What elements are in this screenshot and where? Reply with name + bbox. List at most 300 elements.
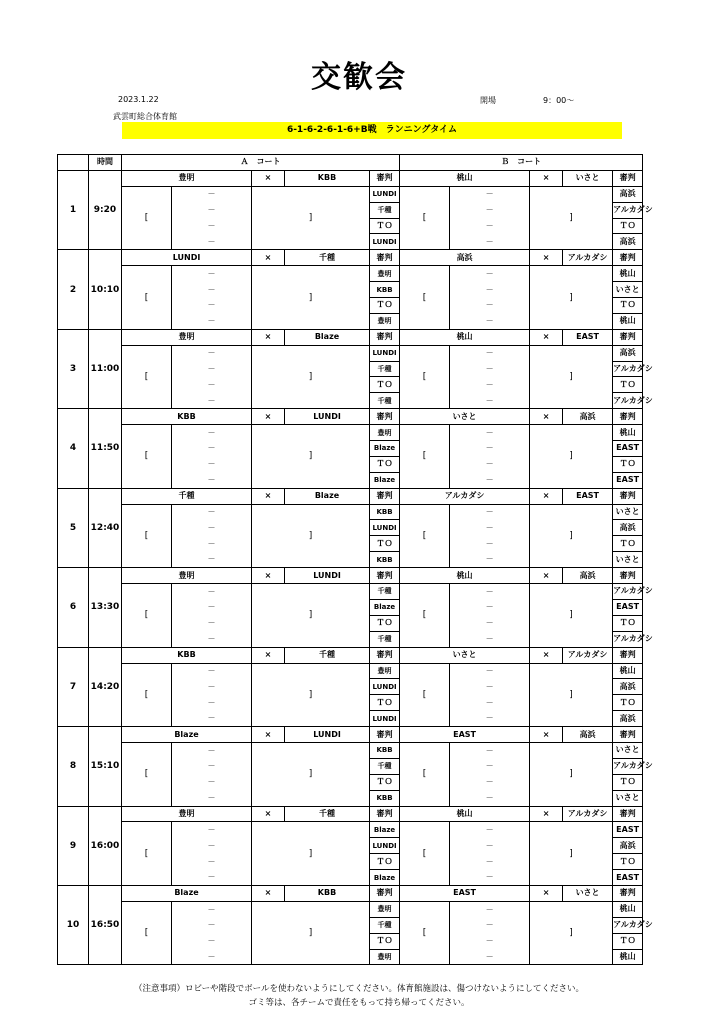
court-b-home-team: EAST — [400, 727, 530, 743]
court-b-home-team: いさと — [400, 647, 530, 663]
court-a-score-right: ] — [252, 345, 370, 409]
court-b-score-dash: － — [485, 904, 494, 914]
court-b-score-right: ] — [530, 266, 613, 330]
court-b-to-label: ＴＯ — [613, 615, 643, 631]
court-b-score-right: ] — [530, 584, 613, 648]
game-number: 5 — [58, 488, 89, 567]
game-number: 9 — [58, 806, 89, 885]
court-b-score-dash: － — [485, 666, 494, 676]
court-b-ref-team: いさと — [613, 504, 643, 520]
court-a-score-dash: － — [207, 792, 216, 802]
court-b-score-left: [ — [400, 742, 450, 806]
court-a-score-dash: － — [207, 284, 216, 294]
court-b-score-dash: － — [485, 745, 494, 755]
court-a-home-team: Blaze — [122, 727, 252, 743]
court-a-score-dash: － — [207, 507, 216, 517]
court-b-ref-label: 審判 — [613, 885, 643, 901]
court-a-home-team: 豊明 — [122, 568, 252, 584]
score-row — [58, 663, 643, 679]
court-b-vs: × — [530, 250, 563, 266]
court-b-score-left: [ — [400, 901, 450, 965]
court-a-vs: × — [252, 329, 285, 345]
open-time: 9：00～ — [543, 96, 575, 105]
score-row — [58, 186, 643, 202]
court-b-score-right: ] — [530, 901, 613, 965]
court-a-ref-label: 審判 — [370, 727, 400, 743]
court-b-ref-team: EAST — [613, 822, 643, 838]
game-row — [58, 409, 643, 425]
court-a-score-left: [ — [122, 663, 172, 727]
court-a-score-left: [ — [122, 345, 172, 409]
court-b-to-team: アルカダシ — [613, 631, 643, 647]
court-b-home-team: 高浜 — [400, 250, 530, 266]
court-b-score-dash: － — [485, 522, 494, 532]
game-number: 8 — [58, 727, 89, 806]
court-b-ref-team: 桃山 — [613, 901, 643, 917]
court-b-to-team: いさと — [613, 790, 643, 806]
court-b-to-team: 桃山 — [613, 313, 643, 329]
court-a-score-dash: － — [207, 379, 216, 389]
court-a-vs: × — [252, 806, 285, 822]
court-b-to-label: ＴＯ — [613, 854, 643, 870]
court-b-score-dash: － — [485, 316, 494, 326]
court-b-home-team: 桃山 — [400, 568, 530, 584]
court-a-away-team: KBB — [285, 170, 370, 186]
court-b-ref-team: 高浜 — [613, 186, 643, 202]
court-b-score-dash: － — [485, 348, 494, 358]
court-b-ref-team: 桃山 — [613, 266, 643, 282]
court-b-score-left: [ — [400, 504, 450, 568]
court-b-score-dash: － — [485, 507, 494, 517]
court-a-vs: × — [252, 409, 285, 425]
court-a-ref-team: LUNDI — [370, 679, 400, 695]
court-b-vs: × — [530, 647, 563, 663]
court-a-ref-team: KBB — [370, 282, 400, 298]
court-a-home-team: KBB — [122, 409, 252, 425]
court-b-away-team: 高浜 — [563, 409, 613, 425]
court-a-ref-team: 豊明 — [370, 901, 400, 917]
game-row — [58, 727, 643, 743]
court-a-home-team: 豊明 — [122, 329, 252, 345]
court-a-to-label: ＴＯ — [370, 774, 400, 790]
court-a-ref-label: 審判 — [370, 647, 400, 663]
court-b-vs: × — [530, 727, 563, 743]
court-b-score-dash: － — [485, 825, 494, 835]
score-row — [58, 742, 643, 758]
court-a-to-label: ＴＯ — [370, 695, 400, 711]
court-b-score-dash: － — [485, 554, 494, 564]
court-b-to-team: EAST — [613, 870, 643, 886]
court-b-vs: × — [530, 488, 563, 504]
court-b-home-team: アルカダシ — [400, 488, 530, 504]
score-row — [58, 901, 643, 917]
court-b-score-dash: － — [485, 221, 494, 230]
court-b-to-label: ＴＯ — [613, 774, 643, 790]
court-b-score-dash: － — [485, 236, 494, 246]
court-b-home-team: 桃山 — [400, 329, 530, 345]
court-a-vs: × — [252, 727, 285, 743]
score-row — [58, 425, 643, 441]
court-b-ref-label: 審判 — [613, 488, 643, 504]
court-a-score-dash: － — [207, 522, 216, 532]
score-row — [58, 345, 643, 361]
court-a-away-team: 千種 — [285, 647, 370, 663]
court-b-home-team: EAST — [400, 885, 530, 901]
court-b-score-dash: － — [485, 427, 494, 437]
court-a-away-team: Blaze — [285, 329, 370, 345]
court-a-score-dash: － — [207, 268, 216, 278]
court-b-ref-team: 高浜 — [613, 520, 643, 536]
court-b-ref-team: 高浜 — [613, 838, 643, 854]
game-number: 1 — [58, 170, 89, 249]
court-b-ref-team: EAST — [613, 599, 643, 615]
court-a-score-dash: － — [207, 745, 216, 755]
court-a-score-dash: － — [207, 586, 216, 596]
score-row — [58, 266, 643, 282]
court-b-score-dash: － — [485, 633, 494, 643]
court-b-score-dash: － — [485, 364, 494, 374]
event-date: 2023.1.22 — [118, 95, 159, 104]
header-row — [58, 155, 643, 171]
game-time: 16:50 — [89, 885, 122, 964]
court-b-to-team: いさと — [613, 552, 643, 568]
game-row — [58, 647, 643, 663]
court-a-ref-team: Blaze — [370, 441, 400, 457]
court-b-score-left: [ — [400, 266, 450, 330]
court-b-to-team: EAST — [613, 472, 643, 488]
court-b-ref-label: 審判 — [613, 806, 643, 822]
court-a-score-right: ] — [252, 186, 370, 250]
game-number: 6 — [58, 568, 89, 647]
court-a-vs: × — [252, 170, 285, 186]
game-time: 10:10 — [89, 250, 122, 329]
court-a-vs: × — [252, 885, 285, 901]
court-b-ref-team: 桃山 — [613, 425, 643, 441]
court-b-score-right: ] — [530, 504, 613, 568]
court-a-to-label: ＴＯ — [370, 933, 400, 949]
court-b-to-label: ＴＯ — [613, 933, 643, 949]
court-b-to-team: 高浜 — [613, 711, 643, 727]
court-a-score-left: [ — [122, 822, 172, 886]
court-a-away-team: LUNDI — [285, 727, 370, 743]
schedule-body — [58, 170, 653, 965]
header-time: 時間 — [89, 155, 122, 171]
court-b-score-dash: － — [485, 777, 494, 787]
court-b-ref-team: アルカダシ — [613, 584, 643, 600]
court-b-score-dash: － — [485, 189, 494, 199]
notice-line-1: （注意事項）ロビーや階段でボールを使わないようにしてください。体育館施設は、傷つけないようにしてください。 — [134, 984, 584, 994]
court-b-vs: × — [530, 409, 563, 425]
court-a-away-team: KBB — [285, 885, 370, 901]
court-a-score-dash: － — [207, 633, 216, 643]
court-b-score-dash: － — [485, 697, 494, 707]
court-a-score-left: [ — [122, 266, 172, 330]
court-a-score-dash: － — [207, 602, 216, 612]
court-a-to-label: ＴＯ — [370, 854, 400, 870]
score-row — [58, 504, 643, 520]
court-a-to-team: LUNDI — [370, 711, 400, 727]
game-number: 10 — [58, 885, 89, 964]
court-a-score-dash: － — [207, 936, 216, 946]
court-a-to-label: ＴＯ — [370, 615, 400, 631]
court-b-away-team: いさと — [563, 885, 613, 901]
court-a-score-right: ] — [252, 266, 370, 330]
court-a-score-dash: － — [207, 221, 216, 230]
court-b-score-right: ] — [530, 425, 613, 489]
court-a-to-team: 千種 — [370, 631, 400, 647]
court-b-vs: × — [530, 885, 563, 901]
court-a-ref-team: 千種 — [370, 758, 400, 774]
court-a-to-team: KBB — [370, 552, 400, 568]
court-a-away-team: LUNDI — [285, 568, 370, 584]
game-time: 11:00 — [89, 329, 122, 408]
court-a-score-left: [ — [122, 425, 172, 489]
court-a-score-dash: － — [207, 236, 216, 246]
court-b-score-dash: － — [485, 792, 494, 802]
game-number: 2 — [58, 250, 89, 329]
court-a-ref-team: 千種 — [370, 202, 400, 218]
court-a-to-team: 豊明 — [370, 949, 400, 965]
court-b-score-dash: － — [485, 840, 494, 850]
court-a-score-dash: － — [207, 348, 216, 358]
court-a-score-dash: － — [207, 920, 216, 930]
court-b-score-dash: － — [485, 205, 494, 215]
court-b-away-team: 高浜 — [563, 727, 613, 743]
court-b-score-dash: － — [485, 951, 494, 961]
court-a-score-dash: － — [207, 427, 216, 437]
court-a-ref-team: Blaze — [370, 822, 400, 838]
court-b-away-team: アルカダシ — [563, 806, 613, 822]
game-number: 7 — [58, 647, 89, 726]
court-a-home-team: 豊明 — [122, 170, 252, 186]
court-a-ref-label: 審判 — [370, 806, 400, 822]
court-a-score-dash: － — [207, 697, 216, 707]
court-a-ref-team: LUNDI — [370, 186, 400, 202]
court-b-score-dash: － — [485, 443, 494, 453]
court-b-score-dash: － — [485, 284, 494, 294]
court-a-away-team: Blaze — [285, 488, 370, 504]
court-b-to-label: ＴＯ — [613, 298, 643, 314]
court-b-score-dash: － — [485, 761, 494, 771]
court-a-score-left: [ — [122, 186, 172, 250]
court-b-vs: × — [530, 329, 563, 345]
court-b-score-dash: － — [485, 586, 494, 596]
court-b-vs: × — [530, 806, 563, 822]
court-b-ref-label: 審判 — [613, 250, 643, 266]
score-row — [58, 822, 643, 838]
court-b-to-label: ＴＯ — [613, 377, 643, 393]
court-a-score-dash: － — [207, 761, 216, 771]
court-b-ref-team: アルカダシ — [613, 361, 643, 377]
court-b-ref-team: 高浜 — [613, 345, 643, 361]
court-a-to-team: KBB — [370, 790, 400, 806]
court-a-score-dash: － — [207, 316, 216, 326]
court-a-ref-team: 千種 — [370, 917, 400, 933]
game-number: 3 — [58, 329, 89, 408]
court-b-score-dash: － — [485, 268, 494, 278]
court-b-to-team: 桃山 — [613, 949, 643, 965]
court-a-score-dash: － — [207, 459, 216, 469]
court-b-away-team: EAST — [563, 488, 613, 504]
court-a-score-dash: － — [207, 904, 216, 914]
court-b-ref-team: アルカダシ — [613, 202, 643, 218]
court-b-ref-label: 審判 — [613, 170, 643, 186]
court-a-ref-label: 審判 — [370, 170, 400, 186]
court-a-score-left: [ — [122, 742, 172, 806]
header-court-a: Ａ コート — [122, 155, 400, 171]
court-a-score-dash: － — [207, 856, 216, 866]
court-b-ref-team: アルカダシ — [613, 917, 643, 933]
court-a-ref-team: 豊明 — [370, 266, 400, 282]
court-b-vs: × — [530, 568, 563, 584]
court-b-ref-team: 桃山 — [613, 663, 643, 679]
court-a-ref-label: 審判 — [370, 250, 400, 266]
court-a-to-team: 豊明 — [370, 313, 400, 329]
court-b-ref-label: 審判 — [613, 329, 643, 345]
court-a-vs: × — [252, 568, 285, 584]
court-b-ref-team: EAST — [613, 441, 643, 457]
court-b-score-right: ] — [530, 186, 613, 250]
schedule-table — [57, 154, 653, 965]
court-b-away-team: アルカダシ — [563, 250, 613, 266]
court-b-home-team: いさと — [400, 409, 530, 425]
court-a-to-label: ＴＯ — [370, 377, 400, 393]
court-b-ref-label: 審判 — [613, 409, 643, 425]
game-row — [58, 329, 643, 345]
court-a-score-dash: － — [207, 443, 216, 453]
court-a-score-dash: － — [207, 666, 216, 676]
court-a-ref-team: 千種 — [370, 584, 400, 600]
court-a-ref-team: KBB — [370, 504, 400, 520]
court-b-to-label: ＴＯ — [613, 218, 643, 234]
court-a-to-team: Blaze — [370, 472, 400, 488]
court-a-away-team: 千種 — [285, 806, 370, 822]
court-b-to-team: 高浜 — [613, 234, 643, 250]
court-a-score-dash: － — [207, 189, 216, 199]
court-b-score-dash: － — [485, 395, 494, 405]
court-a-away-team: LUNDI — [285, 409, 370, 425]
court-b-score-dash: － — [485, 920, 494, 930]
court-b-score-left: [ — [400, 822, 450, 886]
court-a-score-dash: － — [207, 538, 216, 548]
court-b-score-dash: － — [485, 602, 494, 612]
court-a-score-dash: － — [207, 475, 216, 484]
court-a-vs: × — [252, 250, 285, 266]
game-row — [58, 250, 643, 266]
court-a-home-team: KBB — [122, 647, 252, 663]
court-b-away-team: 高浜 — [563, 568, 613, 584]
header-no-cell — [58, 155, 89, 171]
court-b-score-dash: － — [485, 379, 494, 389]
court-a-ref-team: 豊明 — [370, 425, 400, 441]
court-a-to-label: ＴＯ — [370, 218, 400, 234]
court-b-to-label: ＴＯ — [613, 536, 643, 552]
court-b-to-team: アルカダシ — [613, 393, 643, 409]
court-a-score-dash: － — [207, 951, 216, 961]
score-row — [58, 584, 643, 600]
game-number: 4 — [58, 409, 89, 488]
court-b-score-dash: － — [485, 856, 494, 866]
court-b-score-left: [ — [400, 425, 450, 489]
game-row — [58, 488, 643, 504]
court-a-to-label: ＴＯ — [370, 536, 400, 552]
court-b-ref-label: 審判 — [613, 647, 643, 663]
court-b-ref-team: いさと — [613, 282, 643, 298]
court-a-to-team: LUNDI — [370, 234, 400, 250]
court-b-to-label: ＴＯ — [613, 456, 643, 472]
court-a-score-dash: － — [207, 554, 216, 564]
court-a-score-right: ] — [252, 742, 370, 806]
court-a-score-left: [ — [122, 901, 172, 965]
game-time: 11:50 — [89, 409, 122, 488]
court-b-score-left: [ — [400, 584, 450, 648]
court-a-ref-label: 審判 — [370, 568, 400, 584]
game-row — [58, 170, 643, 186]
court-a-ref-label: 審判 — [370, 409, 400, 425]
court-b-score-dash: － — [485, 300, 494, 310]
court-b-away-team: EAST — [563, 329, 613, 345]
court-a-home-team: 豊明 — [122, 806, 252, 822]
court-b-vs: × — [530, 170, 563, 186]
court-a-away-team: 千種 — [285, 250, 370, 266]
court-b-home-team: 桃山 — [400, 806, 530, 822]
court-a-home-team: 千種 — [122, 488, 252, 504]
court-a-to-label: ＴＯ — [370, 298, 400, 314]
court-a-score-left: [ — [122, 584, 172, 648]
court-a-vs: × — [252, 488, 285, 504]
game-time: 15:10 — [89, 727, 122, 806]
game-time: 14:20 — [89, 647, 122, 726]
court-a-score-dash: － — [207, 364, 216, 374]
court-a-score-right: ] — [252, 822, 370, 886]
court-b-score-left: [ — [400, 663, 450, 727]
court-b-ref-team: いさと — [613, 742, 643, 758]
court-b-score-dash: － — [485, 538, 494, 548]
court-a-score-dash: － — [207, 395, 216, 405]
court-b-home-team: 桃山 — [400, 170, 530, 186]
game-time: 12:40 — [89, 488, 122, 567]
court-a-score-dash: － — [207, 840, 216, 850]
open-label: 開場 — [480, 96, 496, 105]
court-b-score-left: [ — [400, 345, 450, 409]
court-b-score-left: [ — [400, 186, 450, 250]
header-court-b: Ｂ コート — [400, 155, 643, 171]
game-time: 16:00 — [89, 806, 122, 885]
court-a-score-right: ] — [252, 504, 370, 568]
court-a-vs: × — [252, 647, 285, 663]
court-b-score-dash: － — [485, 618, 494, 628]
court-a-ref-label: 審判 — [370, 329, 400, 345]
court-a-score-dash: － — [207, 825, 216, 835]
court-b-ref-label: 審判 — [613, 727, 643, 743]
court-a-score-dash: － — [207, 872, 216, 882]
court-a-home-team: LUNDI — [122, 250, 252, 266]
court-a-ref-label: 審判 — [370, 885, 400, 901]
court-b-score-dash: － — [485, 872, 494, 882]
court-b-score-right: ] — [530, 742, 613, 806]
court-a-score-dash: － — [207, 618, 216, 628]
court-b-score-dash: － — [485, 475, 494, 484]
court-a-ref-team: 千種 — [370, 361, 400, 377]
game-row — [58, 806, 643, 822]
game-time: 13:30 — [89, 568, 122, 647]
court-b-score-right: ] — [530, 822, 613, 886]
game-row — [58, 568, 643, 584]
game-time: 9:20 — [89, 170, 122, 249]
venue-name: 武雲町総合体育館 — [113, 112, 177, 121]
game-row — [58, 885, 643, 901]
court-b-score-dash: － — [485, 936, 494, 946]
